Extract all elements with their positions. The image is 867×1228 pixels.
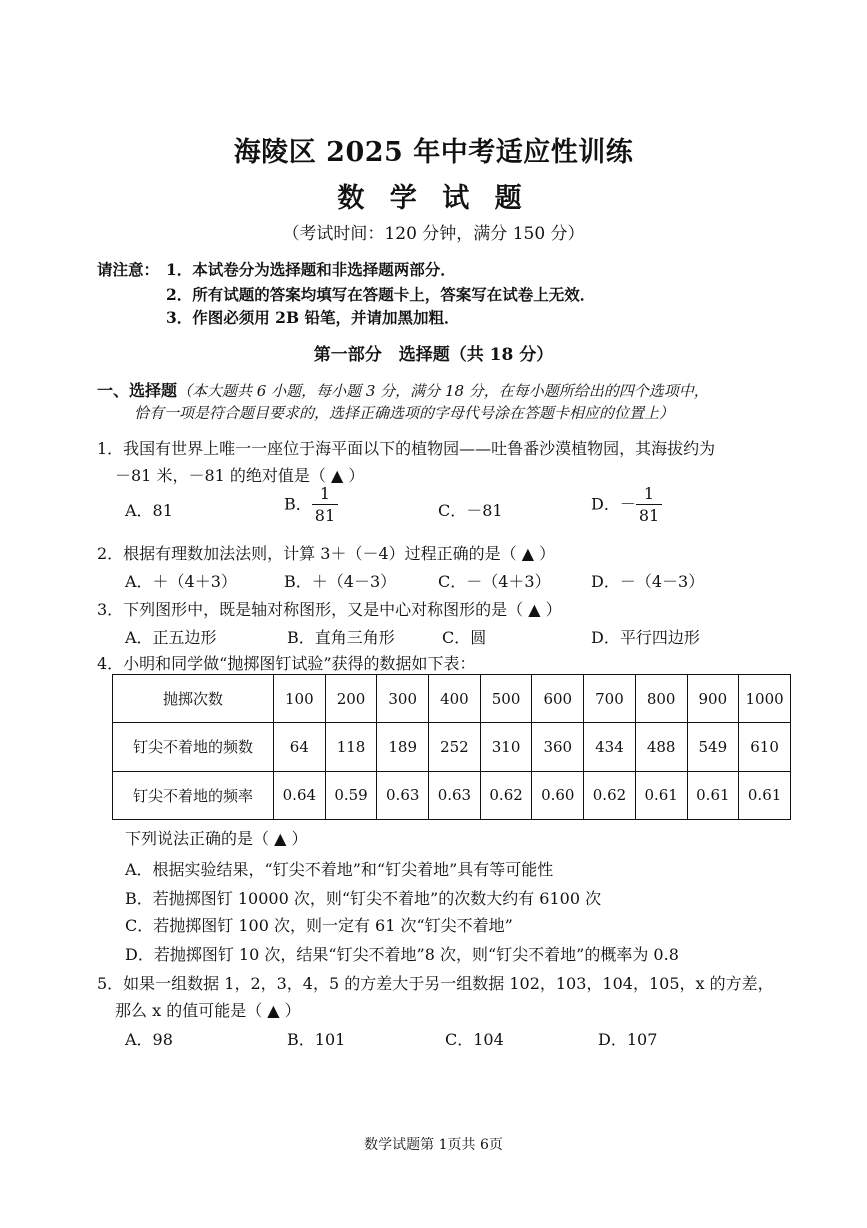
table-cell: 360 — [532, 723, 584, 771]
table-cell: 1000 — [739, 675, 791, 723]
section-intro-line-1 — [97, 378, 709, 401]
q3-option-d: D．平行四边形 — [591, 628, 700, 647]
table-row — [113, 723, 791, 771]
table-cell: 0.61 — [739, 771, 791, 819]
table-cell: 434 — [584, 723, 636, 771]
table-cell: 500 — [480, 675, 532, 723]
table-cell: 0.64 — [274, 771, 326, 819]
q5-option-c: C．104 — [445, 1030, 504, 1049]
q5-line-2: 那么 x 的值可能是（ ▲ ） — [115, 1001, 301, 1020]
table-cell: 64 — [274, 723, 326, 771]
table-cell: 0.63 — [377, 771, 429, 819]
table-cell: 610 — [739, 723, 791, 771]
fraction-numerator: 1 — [312, 486, 338, 505]
table-cell: 0.59 — [325, 771, 377, 819]
table-cell: 0.60 — [532, 771, 584, 819]
table-row — [113, 675, 791, 723]
q3-option-c: C．圆 — [442, 628, 487, 647]
q3-option-a: A．正五边形 — [125, 628, 217, 647]
table-cell: 0.62 — [584, 771, 636, 819]
q2-option-c: C．－（4＋3） — [438, 572, 551, 591]
q5-option-b: B．101 — [287, 1030, 346, 1049]
table-cell: 600 — [532, 675, 584, 723]
table-cell: 189 — [377, 723, 429, 771]
q4-option-c: C．若抛掷图钉 100 次，则一定有 61 次“钉尖不着地” — [125, 916, 513, 935]
exam-subtitle: 数 学 试 题 — [337, 183, 530, 214]
table-cell: 900 — [687, 675, 739, 723]
q1-option-b — [284, 486, 338, 524]
q5-option-d: D．107 — [598, 1030, 658, 1049]
exam-title: 海陵区 2025 年中考适应性训练 — [233, 137, 634, 168]
q2-stem: 2．根据有理数加法法则，计算 3＋（－4）过程正确的是（ ▲ ） — [97, 544, 556, 563]
table-cell: 300 — [377, 675, 429, 723]
table-cell: 400 — [429, 675, 481, 723]
q4-option-d: D．若抛掷图钉 10 次，结果“钉尖不着地”8 次，则“钉尖不着地”的概率为 0.8 — [125, 945, 679, 964]
fraction-numerator: 1 — [636, 486, 662, 505]
q2-option-d: D．－（4－3） — [591, 572, 705, 591]
fraction-denominator: 81 — [314, 506, 336, 525]
table-cell: 0.61 — [635, 771, 687, 819]
notice-label: 请注意： — [97, 260, 160, 279]
fraction-denominator: 81 — [638, 506, 660, 525]
table-cell: 100 — [274, 675, 326, 723]
q4-prompt: 下列说法正确的是（ ▲ ） — [125, 829, 308, 848]
table-cell: 252 — [429, 723, 481, 771]
exam-info: （考试时间：120 分钟，满分 150 分） — [282, 224, 585, 244]
table-row — [113, 771, 791, 819]
q2-option-a: A．＋（4＋3） — [125, 572, 237, 591]
q2-option-b: B．＋（4－3） — [284, 572, 397, 591]
q4-data-table — [112, 674, 791, 820]
q5-option-a: A．98 — [125, 1030, 173, 1049]
table-cell: 549 — [687, 723, 739, 771]
q1-option-d — [591, 486, 662, 524]
table-cell: 0.62 — [480, 771, 532, 819]
section-desc-1: （本大题共 6 小题，每小题 3 分，满分 18 分，在每小题所给出的四个选项中， — [177, 382, 709, 400]
table-cell: 118 — [325, 723, 377, 771]
table-cell: 0.63 — [429, 771, 481, 819]
q3-option-b: B．直角三角形 — [287, 628, 395, 647]
section-desc-2: 恰有一项是符合题目要求的，选择正确选项的字母代号涂在答题卡相应的位置上） — [134, 404, 675, 422]
table-cell: 488 — [635, 723, 687, 771]
table-row-label: 抛掷次数 — [113, 675, 274, 723]
q5-line-1: 5．如果一组数据 1，2，3，4，5 的方差大于另一组数据 102，103，104，105，x 的方差， — [97, 974, 774, 993]
notice-item-2: 2．所有试题的答案均填写在答题卡上，答案写在试卷上无效． — [166, 285, 596, 304]
q1-option-c: C．－81 — [438, 501, 503, 520]
page-footer: 数学试题第 1页共 6页 — [364, 1137, 503, 1153]
table-cell: 200 — [325, 675, 377, 723]
q1-option-a: A．81 — [125, 501, 173, 520]
q1-option-d-label: D．－ — [591, 494, 636, 514]
part-heading: 第一部分 选择题（共 18 分） — [313, 345, 554, 365]
q1-line-2: －81 米，－81 的绝对值是（ ▲ ） — [115, 466, 365, 485]
q1-option-d-fraction — [636, 486, 662, 524]
notice-item-1: 1．本试卷分为选择题和非选择题两部分． — [166, 260, 456, 279]
table-row-label: 钉尖不着地的频率 — [113, 771, 274, 819]
q3-stem: 3．下列图形中，既是轴对称图形，又是中心对称图形的是（ ▲ ） — [97, 600, 562, 619]
table-cell: 700 — [584, 675, 636, 723]
table-cell: 310 — [480, 723, 532, 771]
q4-option-a: A．根据实验结果，“钉尖不着地”和“钉尖着地”具有等可能性 — [125, 860, 554, 879]
table-cell: 0.61 — [687, 771, 739, 819]
q1-option-b-fraction — [312, 486, 338, 524]
q4-stem: 4．小明和同学做“抛掷图钉试验”获得的数据如下表： — [97, 654, 476, 673]
table-row-label: 钉尖不着地的频数 — [113, 723, 274, 771]
q1-option-b-label: B． — [284, 494, 312, 514]
section-label: 一、选择题 — [97, 381, 178, 400]
q1-line-1: 1．我国有世界上唯一一座位于海平面以下的植物园——吐鲁番沙漠植物园，其海拔约为 — [97, 439, 716, 458]
notice-item-3: 3．作图必须用 2B 铅笔，并请加黑加粗． — [166, 308, 460, 327]
table-cell: 800 — [635, 675, 687, 723]
q4-option-b: B．若抛掷图钉 10000 次，则“钉尖不着地”的次数大约有 6100 次 — [125, 889, 602, 908]
